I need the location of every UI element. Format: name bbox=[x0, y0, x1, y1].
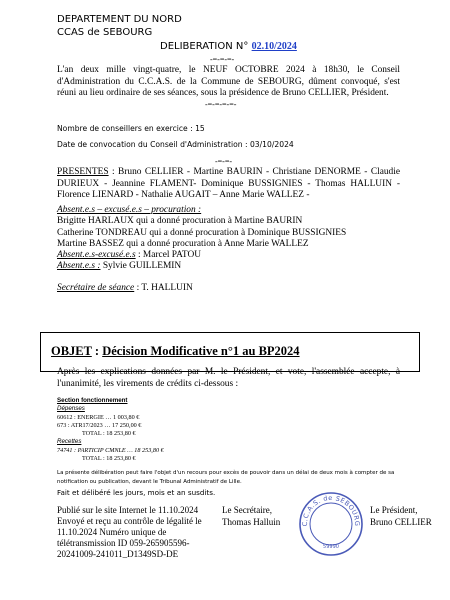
absent-line bbox=[57, 261, 400, 272]
section-title: Section fonctionnement bbox=[57, 397, 128, 404]
svg-text:59990: 59990 bbox=[323, 544, 339, 550]
ccas-name: CCAS de SEBOURG bbox=[57, 27, 153, 38]
convocation-date: Date de convocation du Conseil d'Administration : 03/10/2024 bbox=[57, 140, 294, 149]
president-signature-block bbox=[370, 505, 432, 528]
proxy-line: Brigitte HARLAUX qui a donné procuration à Martine BAURIN bbox=[57, 216, 303, 227]
deliberation-label: DELIBERATION N° bbox=[160, 41, 249, 52]
present-list: : Bruno CELLIER - Martine BAURIN - Christiane DENORME - Claudie DURIEUX - Jeannine FLAMENT- Dominique BUSSIGNIES - Thomas HALLUIN - Florence LIENARD - Nathalie AUGAIT – Anne Marie WALLEZ - bbox=[57, 167, 400, 200]
council-count: Nombre de conseillers en exercice : 15 bbox=[57, 124, 205, 133]
secretary-name: : T. HALLUIN bbox=[134, 282, 193, 293]
absent-label: Absent.e.s : bbox=[57, 261, 101, 272]
stamp-seal-icon bbox=[298, 491, 364, 557]
absent-excused-line bbox=[57, 250, 400, 261]
publication-info: Publié sur le site Internet le 11.10.2024 Envoyé et reçu au contrôle de légalité le 11.10.2024 Numéro unique de télétransmission ID 059-265905596-20241009-241011_D1349SD-DE bbox=[57, 505, 202, 559]
absent-excused-proxy-label: Absent.e.s – excusé.e.s – procuration : bbox=[57, 205, 202, 215]
depense-line: 673 : ATR17/2023 … 17 250,00 € bbox=[57, 421, 142, 429]
deliberation-number[interactable]: 02.10/2024 bbox=[251, 41, 297, 52]
absences-block bbox=[57, 205, 400, 294]
objet-title: Décision Modificative n°1 au BP2024 bbox=[102, 344, 300, 358]
secretary-signature-block bbox=[222, 505, 280, 528]
secretary-signature-name: Thomas Halluin bbox=[222, 516, 281, 527]
separator-1: -=-=-=- bbox=[210, 55, 235, 64]
ccas-stamp bbox=[298, 491, 364, 557]
finance-block bbox=[57, 397, 164, 463]
objet-label: OBJET bbox=[51, 344, 92, 358]
present-members bbox=[57, 167, 400, 202]
deliberation-heading bbox=[160, 41, 297, 52]
absent-excused-name: : Marcel PATOU bbox=[135, 250, 201, 261]
depenses-label: Dépenses bbox=[57, 405, 85, 413]
done-statement: Fait et délibéré les jours, mois et an susdits. bbox=[57, 488, 216, 497]
absent-excused-label: Absent.e.s-excusé.e.s bbox=[57, 250, 136, 261]
proxy-line: Catherine TONDREAU qui a donné procuration à Dominique BUSSIGNIES bbox=[57, 227, 347, 238]
department-name: DEPARTEMENT DU NORD bbox=[57, 14, 182, 25]
separator-2: -=-=-=-=- bbox=[205, 100, 237, 109]
objet-heading bbox=[51, 344, 300, 359]
secretary-line bbox=[57, 283, 400, 294]
secretary-label: Secrétaire de séance bbox=[57, 282, 135, 293]
intro-paragraph: L'an deux mille vingt-quatre, le NEUF OCTOBRE 2024 à 18h30, le Conseil d'Administration du C.C.A.S. de la Commune de SEBOURG, dûment convoqué, s'est réuni au lieu ordinaire de ses séances, sous la présidence de Bruno CELLIER, Président. bbox=[57, 65, 400, 98]
objet-box bbox=[40, 332, 420, 372]
present-label: PRESENTES bbox=[57, 167, 109, 177]
recette-total: TOTAL : 18 253,80 € bbox=[82, 455, 136, 463]
depense-total: TOTAL : 18 253,80 € bbox=[82, 430, 136, 438]
objet-colon: : bbox=[91, 344, 103, 358]
recette-line: 74741 : PARTICIP CMNLE … 18 253,80 € bbox=[57, 446, 164, 454]
decision-paragraph: Après les explications données par M. le Président, et vote, l'assemblée accepte, à l'unanimité, les virements de crédits ci-dessous : bbox=[57, 367, 400, 389]
svg-text:C.C.A.S. de SEBOURG: C.C.A.S. de SEBOURG bbox=[300, 493, 362, 527]
separator-3: -=-=- bbox=[215, 157, 233, 166]
secretary-title: Le Secrétaire, bbox=[222, 505, 272, 515]
absent-name: Sylvie GUILLEMIN bbox=[100, 261, 182, 272]
depense-line: 60612 : ENERGIE … 1 003,80 € bbox=[57, 413, 140, 421]
appeal-notice: La présente délibération peut faire l'objet d'un recours pour excès de pouvoir dans un délai de deux mois à compter de sa notification ou publication, devant le Tribunal Administratif de Lille. bbox=[57, 470, 395, 485]
president-title: Le Président, bbox=[370, 505, 418, 515]
president-name: Bruno CELLIER bbox=[370, 516, 432, 527]
header-block bbox=[57, 13, 182, 39]
recettes-label: Recettes bbox=[57, 438, 82, 446]
proxy-line: Martine BASSEZ qui a donné procuration à Anne Marie WALLEZ bbox=[57, 238, 309, 249]
